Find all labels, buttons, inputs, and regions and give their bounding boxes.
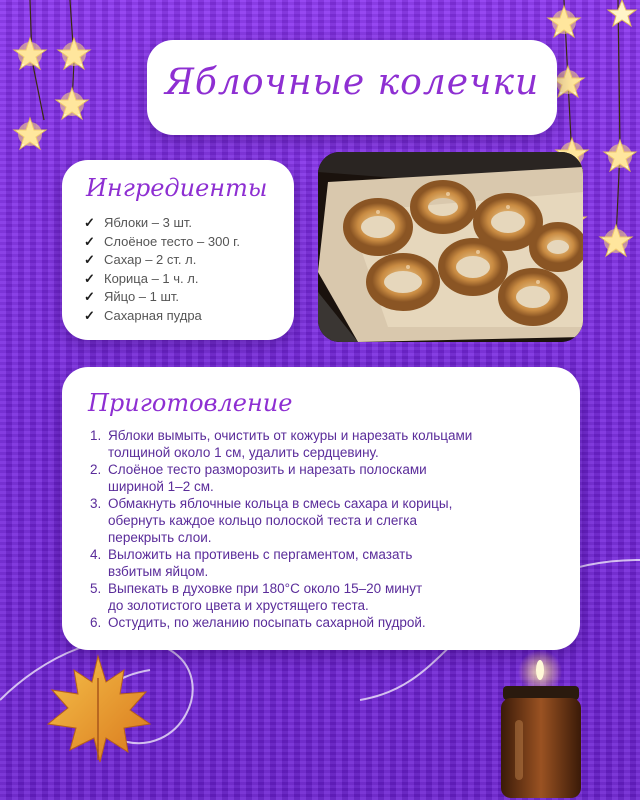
step-item (90, 546, 560, 580)
check-icon: ✓ (84, 270, 95, 286)
ingredients-card (62, 160, 294, 340)
step-text: Выпекать в духовке при 180°С около 15–20 минут до золотистого цвета и хрустящего теста. (108, 581, 423, 613)
apple-rings-photo (318, 152, 583, 342)
ingredient-text: Сахарная пудра (104, 307, 202, 323)
check-icon: ✓ (84, 289, 95, 304)
candle-icon (495, 650, 595, 800)
step-item (90, 427, 560, 461)
step-number: 4. (90, 547, 102, 562)
step-text: Слоёное тесто разморозить и нарезать полосками шириной 1–2 см. (108, 462, 427, 494)
ingredient-text: Слоёное тесто – 300 г. (104, 233, 240, 249)
check-icon: ✓ (84, 252, 95, 267)
step-text: Остудить, по желанию посыпать сахарной пудрой. (108, 615, 426, 630)
check-icon: ✓ (84, 307, 95, 323)
step-number: 5. (90, 581, 102, 596)
list-item (84, 233, 240, 252)
step-text: Яблоки вымыть, очистить от кожуры и нарезать кольцами толщиной около 1 см, удалить сердцевину. (108, 428, 473, 460)
preparation-steps (90, 427, 560, 631)
ingredients-heading: Ингредиенты (86, 174, 268, 202)
list-item (84, 251, 240, 270)
preparation-card (62, 367, 580, 650)
list-item (84, 270, 240, 289)
list-item (84, 307, 240, 326)
title-card (147, 40, 557, 135)
preparation-heading: Приготовление (88, 389, 293, 417)
ingredient-text: Яблоки – 3 шт. (104, 215, 193, 230)
ingredient-text: Корица – 1 ч. л. (104, 270, 199, 286)
step-item (90, 495, 560, 546)
maple-leaf-icon (38, 648, 158, 768)
ingredient-text: Сахар – 2 ст. л. (104, 252, 197, 267)
step-text: Обмакнуть яблочные кольца в смесь сахара и корицы, обернуть каждое кольцо полоской теста и слегка перекрыть слои. (108, 496, 453, 545)
step-text: Выложить на противень с пергаментом, смазать взбитым яйцом. (108, 547, 413, 579)
step-number: 3. (90, 496, 102, 511)
baking-tray-image (318, 152, 583, 342)
step-item (90, 461, 560, 495)
step-number: 6. (90, 615, 102, 630)
ingredients-list (84, 214, 240, 325)
star-garland-left-icon (0, 0, 120, 170)
ingredient-text: Яйцо – 1 шт. (104, 289, 180, 304)
list-item (84, 288, 240, 307)
check-icon: ✓ (84, 233, 95, 249)
step-number: 2. (90, 462, 102, 477)
step-number: 1. (90, 428, 102, 443)
step-item (90, 614, 560, 631)
list-item (84, 214, 240, 233)
check-icon: ✓ (84, 215, 95, 230)
page-title: Яблочные колечки (164, 62, 540, 103)
step-item (90, 580, 560, 614)
